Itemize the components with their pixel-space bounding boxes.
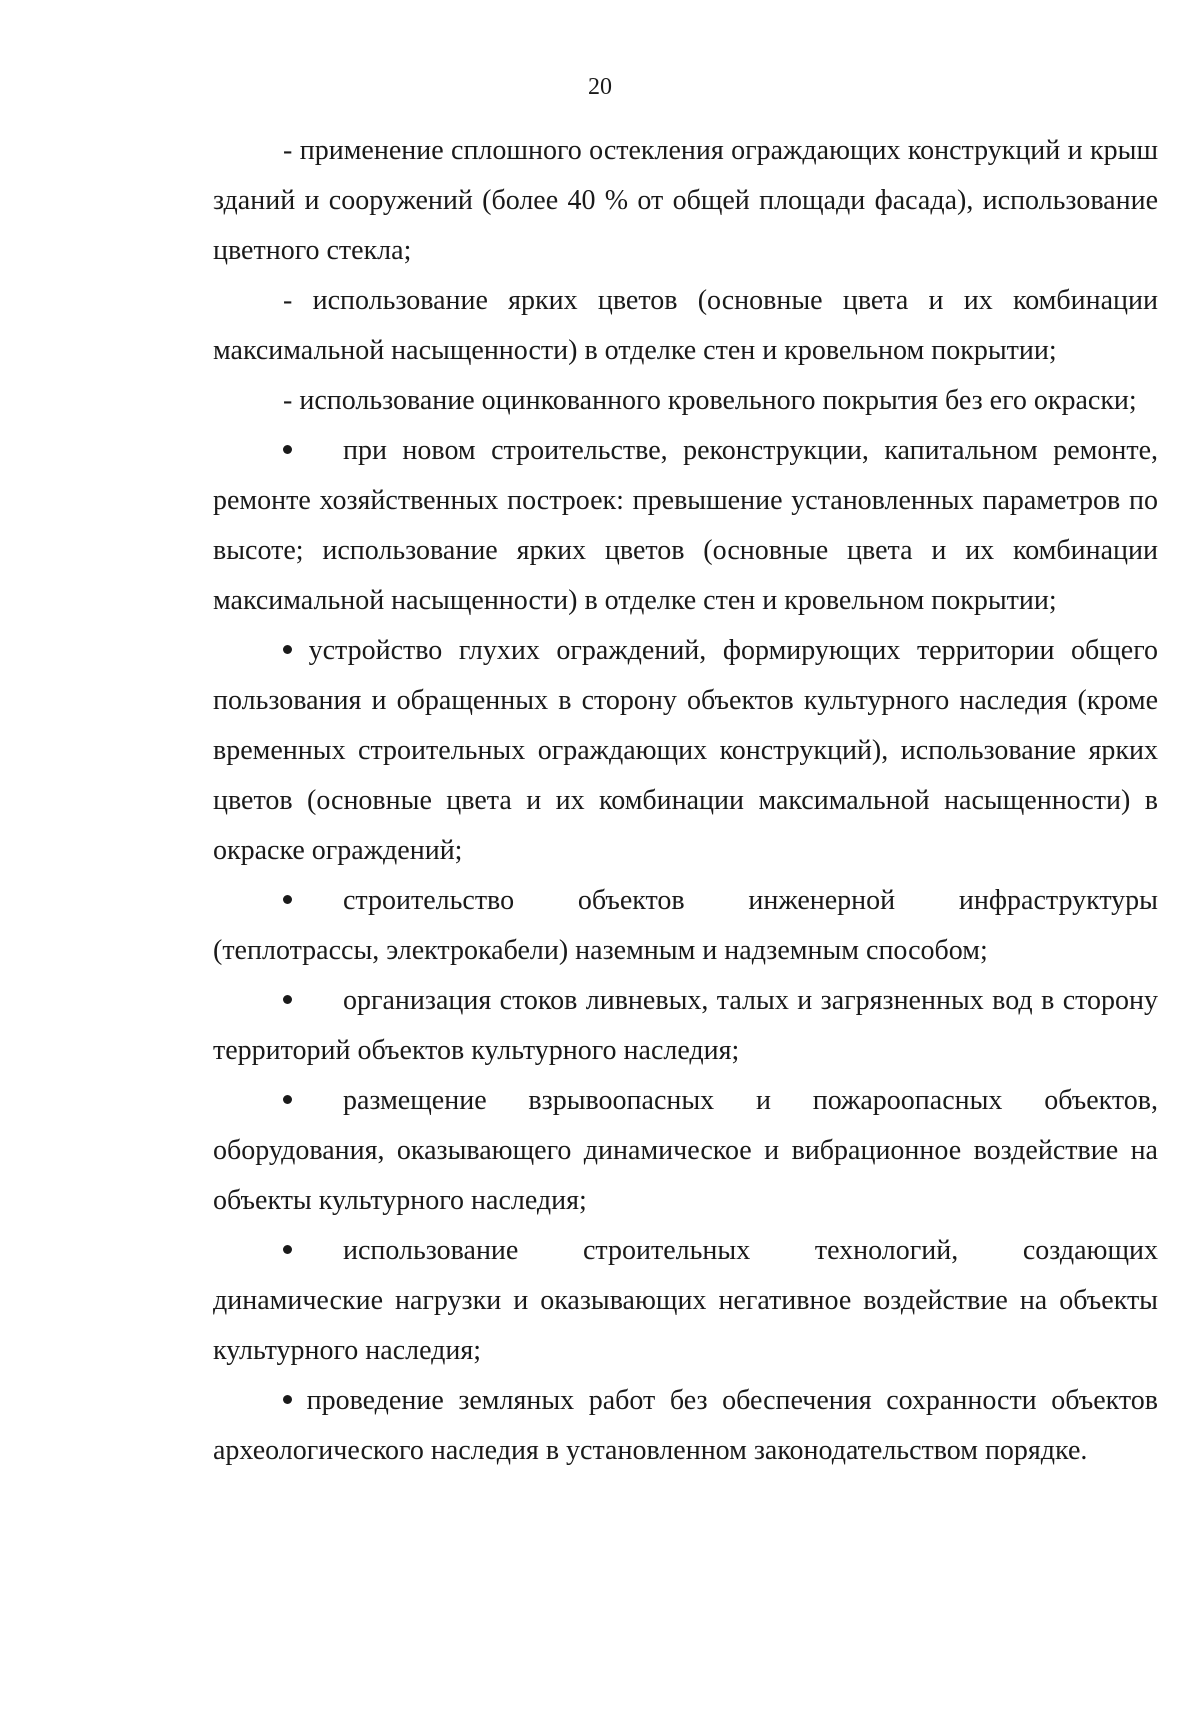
list-item: - использование оцинкованного кровельного покрытия без его окраски;: [283, 385, 1137, 416]
document-body: [213, 126, 1158, 1476]
list-item: [213, 426, 1158, 626]
list-item-text: строительство объектов инженерной инфраструктуры (теплотрассы, электрокабели) наземным и надземным способом;: [213, 885, 1158, 966]
page-number: 20: [588, 74, 612, 100]
list-item: [213, 1076, 1158, 1226]
list-item-text: организация стоков ливневых, талых и загрязненных вод в сторону территорий объектов культурного наследия;: [213, 985, 1158, 1066]
list-item-text: размещение взрывоопасных и пожароопасных объектов, оборудования, оказывающего динамическое и вибрационное воздействие на объекты культурного наследия;: [213, 1085, 1158, 1216]
bullet-icon: [283, 876, 343, 926]
list-item-text: при новом строительстве, реконструкции, капитальном ремонте, ремонте хозяйственных построек: превышение установленных параметров по высоте; использование ярких цветов (основные цвета и их комбинации максимальной насыщенности) в отделке стен и кровельном покрытии;: [213, 435, 1158, 616]
list-item: [213, 976, 1158, 1076]
list-item: - применение сплошного остекления ограждающих конструкций и крыш зданий и сооружений (более 40 % от общей площади фасада), использование цветного стекла;: [213, 135, 1159, 266]
bullet-icon: [283, 645, 292, 654]
list-item-text: использование строительных технологий, создающих динамические нагрузки и оказывающих негативное воздействие на объекты культурного наследия;: [213, 1235, 1158, 1366]
list-item-text: использование ярких цветов (основные цвета и их комбинации максимальной насыщенности) в отделке стен и кровельном покрытии;: [213, 285, 1158, 366]
list-item: [213, 1376, 1158, 1476]
list-item-text: применение сплошного остекления ограждающих конструкций и крыш зданий и сооружений (более 40 % от общей площади фасада), использование цветного стекла;: [213, 135, 1159, 266]
bullet-icon: [283, 1395, 292, 1404]
list-item-text: проведение земляных работ без обеспечения сохранности объектов археологического наследия в установленном законодательством порядке.: [213, 1385, 1159, 1466]
bullet-icon: [283, 1076, 343, 1126]
bullet-icon: [283, 1226, 343, 1276]
bullet-icon: [283, 976, 343, 1026]
list-item: [213, 1226, 1158, 1376]
bullet-icon: [283, 426, 343, 476]
list-item: [213, 626, 1158, 876]
list-item-text: использование оцинкованного кровельного покрытия без его окраски;: [299, 385, 1137, 416]
list-item: - использование ярких цветов (основные цвета и их комбинации максимальной насыщенности) в отделке стен и кровельном покрытии;: [213, 285, 1158, 366]
list-item: [213, 876, 1158, 976]
list-item-text: устройство глухих ограждений, формирующих территории общего пользования и обращенных в сторону объектов культурного наследия (кроме временных строительных ограждающих конструкций), использование ярких цветов (основные цвета и их комбинации максимальной насыщенности) в окраске ограждений;: [213, 635, 1159, 866]
